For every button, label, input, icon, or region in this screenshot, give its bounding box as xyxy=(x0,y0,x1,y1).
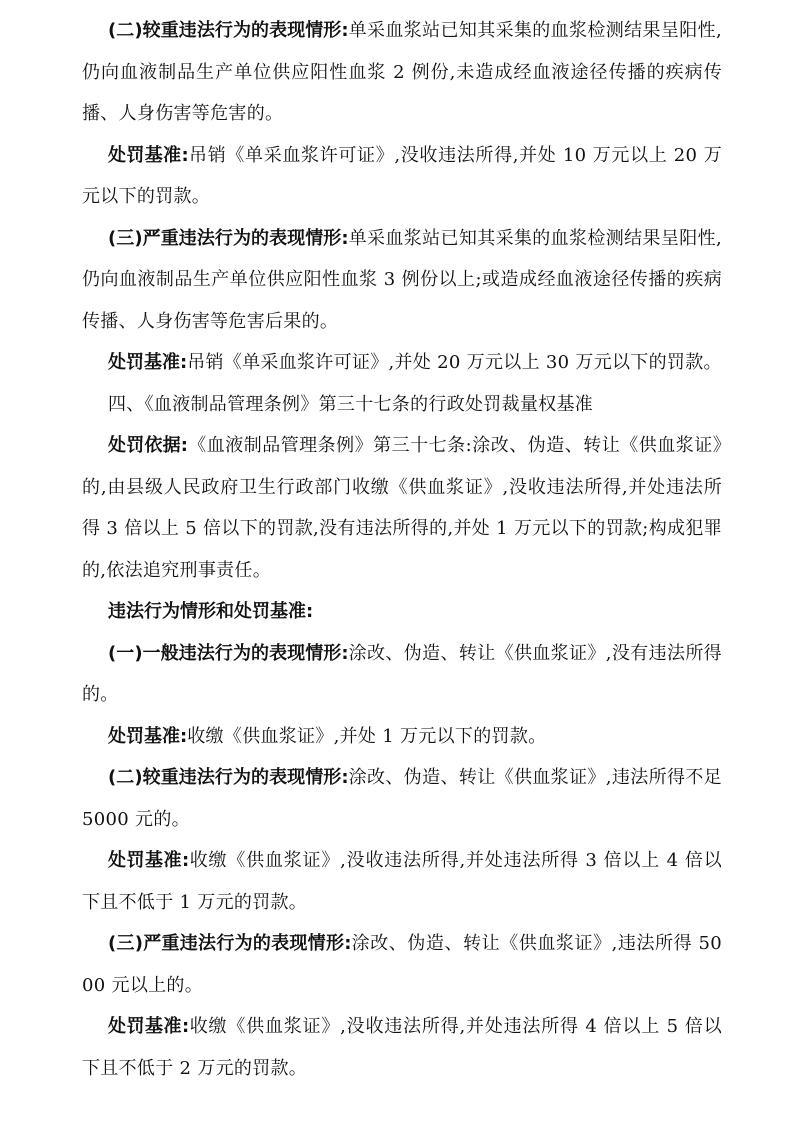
paragraph-text: 吊销《单采血浆许可证》,没收违法所得,并处 10 万元以上 20 万元以下的罚款。 xyxy=(82,144,722,207)
paragraph-general-violation xyxy=(82,633,722,716)
paragraph-lead: 处罚基准: xyxy=(108,850,190,871)
paragraph-lead: (三)严重违法行为的表现情形: xyxy=(108,227,349,249)
paragraph-text: 四、《血液制品管理条例》第三十七条的行政处罚裁量权基准 xyxy=(108,393,594,415)
paragraph-text: 收缴《供血浆证》,没收违法所得,并处违法所得 3 倍以上 4 倍以下且不低于 1 万元的罚款。 xyxy=(82,850,722,913)
paragraph-penalty-standard-3 xyxy=(82,716,722,758)
document-page xyxy=(82,0,722,1089)
paragraph-lead: 处罚基准: xyxy=(108,352,188,373)
paragraph-lead: 处罚基准: xyxy=(108,144,189,166)
paragraph-violation-circumstances-heading xyxy=(82,591,722,633)
paragraph-lead: (二)较重违法行为的表现情形: xyxy=(108,767,349,788)
paragraph-penalty-standard-2 xyxy=(82,342,722,384)
paragraph-text: 吊销《单采血浆许可证》,并处 20 万元以上 30 万元以下的罚款。 xyxy=(187,352,722,373)
paragraph-penalty-basis xyxy=(82,425,722,591)
paragraph-moderate-violation-2 xyxy=(82,757,722,840)
paragraph-lead: 违法行为情形和处罚基准: xyxy=(108,601,314,622)
paragraph-penalty-standard-1 xyxy=(82,135,722,218)
paragraph-lead: (一)一般违法行为的表现情形: xyxy=(108,642,349,664)
section-heading-article-37 xyxy=(82,384,722,426)
paragraph-moderate-violation-1 xyxy=(82,10,722,135)
paragraph-text: 收缴《供血浆证》,并处 1 万元以下的罚款。 xyxy=(187,725,547,747)
paragraph-serious-violation-2 xyxy=(82,923,722,1006)
paragraph-text: 涂改、伪造、转让《供血浆证》,违法所得不足 5000 元的。 xyxy=(82,767,722,830)
paragraph-text: 涂改、伪造、转让《供血浆证》,没有违法所得的。 xyxy=(82,642,722,705)
paragraph-text: 单采血浆站已知其采集的血浆检测结果呈阳性,仍向血液制品生产单位供应阳性血浆 3 例份以上;或造成经血液途径传播的疾病传播、人身伤害等危害后果的。 xyxy=(82,227,722,332)
paragraph-lead: 处罚基准: xyxy=(108,1016,190,1037)
paragraph-text: 单采血浆站已知其采集的血浆检测结果呈阳性,仍向血液制品生产单位供应阳性血浆 2 例份,未造成经血液途径传播的疾病传播、人身伤害等危害的。 xyxy=(82,20,722,124)
paragraph-text: 收缴《供血浆证》,没收违法所得,并处违法所得 4 倍以上 5 倍以下且不低于 2 万元的罚款。 xyxy=(82,1016,722,1079)
paragraph-lead: (三)严重违法行为的表现情形: xyxy=(108,933,352,954)
paragraph-penalty-standard-4 xyxy=(82,840,722,923)
paragraph-lead: 处罚依据: xyxy=(108,435,188,456)
paragraph-lead: (二)较重违法行为的表现情形: xyxy=(108,20,349,41)
paragraph-text: 涂改、伪造、转让《供血浆证》,违法所得 5000 元以上的。 xyxy=(82,933,722,996)
paragraph-penalty-standard-5 xyxy=(82,1006,722,1089)
paragraph-lead: 处罚基准: xyxy=(108,725,188,747)
paragraph-text: 《血液制品管理条例》第三十七条:涂改、伪造、转让《供血浆证》的,由县级人民政府卫生行政部门收缴《供血浆证》,没收违法所得,并处违法所得 3 倍以上 5 倍以下的罚款,没有违法所得的,并处 1 万元以下的罚款;构成犯罪的,依法追究刑事责任。 xyxy=(82,435,723,581)
paragraph-serious-violation-1 xyxy=(82,218,722,343)
